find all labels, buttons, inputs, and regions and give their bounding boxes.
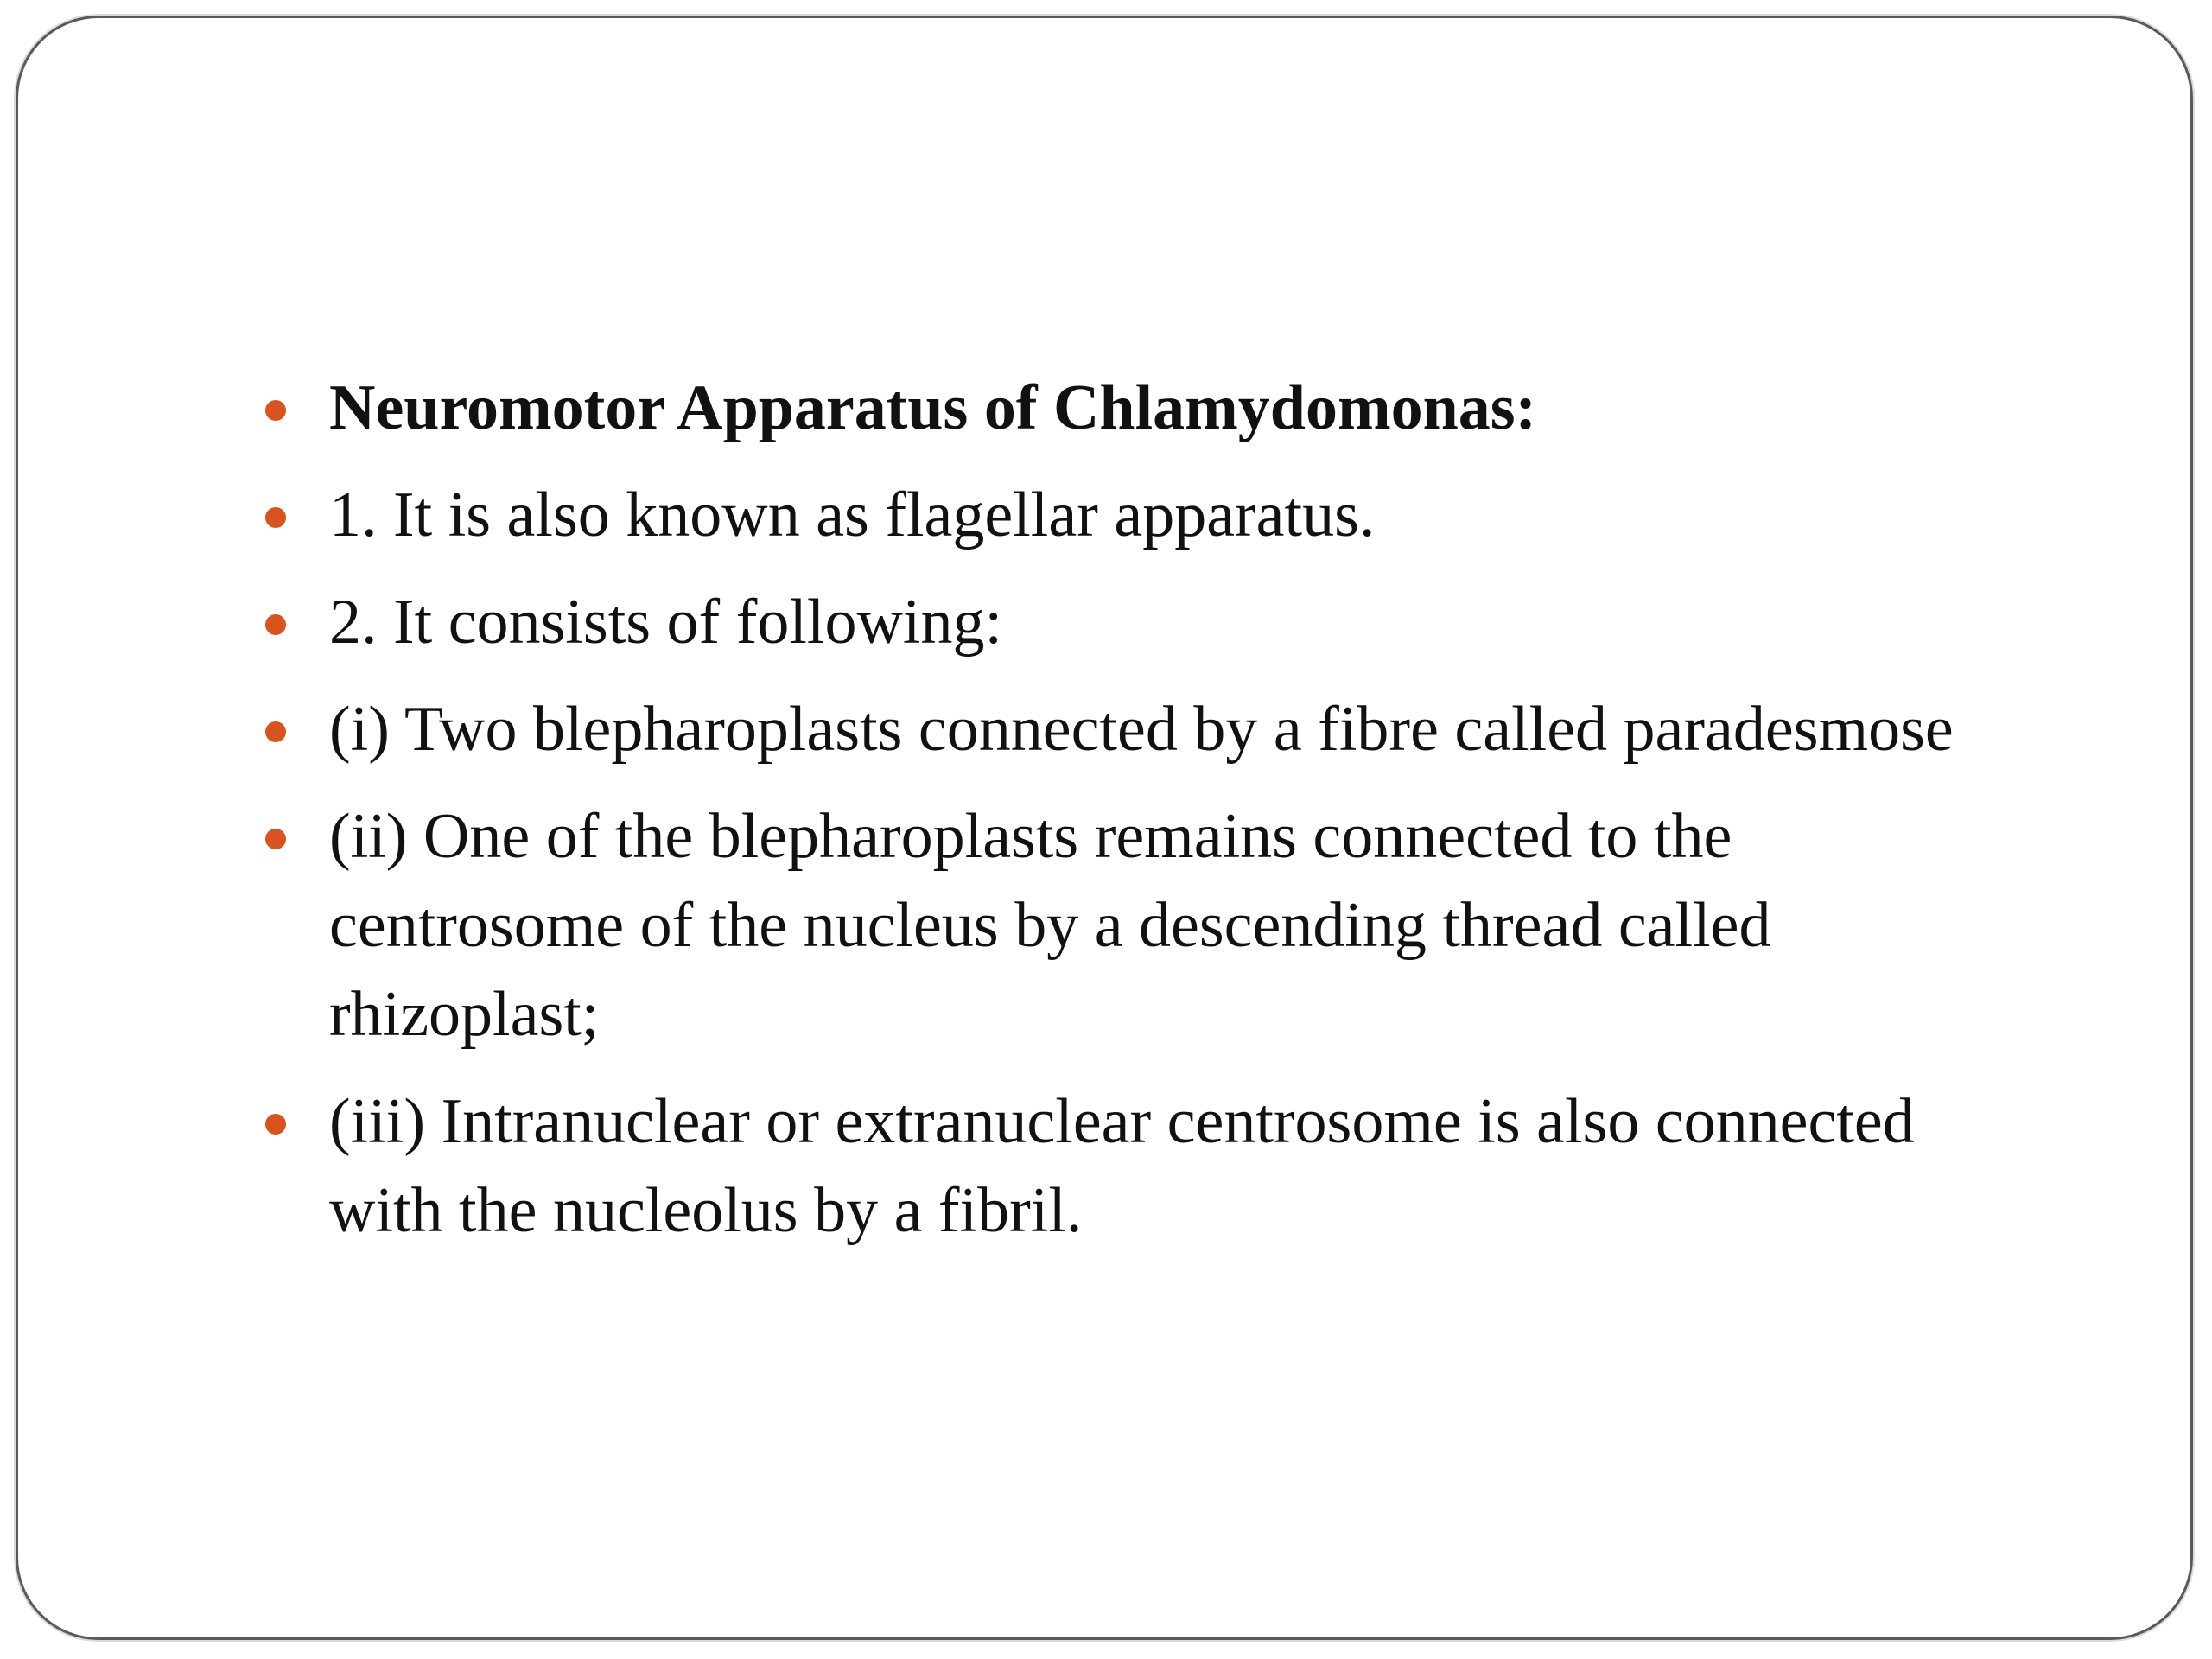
bullet-dot-icon <box>265 1114 286 1135</box>
bullet-text: (i) Two blepharoplasts connected by a fibre called paradesmose <box>329 694 1954 765</box>
bullet-item <box>260 685 2040 774</box>
bullet-item <box>260 471 2040 560</box>
bullet-list <box>260 364 2040 1274</box>
bullet-text: 1. It is also known as flagellar apparatus. <box>329 480 1376 550</box>
bullet-dot-icon <box>265 614 286 635</box>
bullet-text: 2. It consists of following: <box>329 587 1003 658</box>
bullet-text: (iii) Intranuclear or extranuclear centrosome is also connected with the nucleolus by a fibril. <box>329 1086 1915 1246</box>
bullet-item-heading <box>260 364 2040 453</box>
bullet-dot-icon <box>265 829 286 849</box>
bullet-dot-icon <box>265 721 286 742</box>
bullet-dot-icon <box>265 507 286 528</box>
slide-frame <box>16 16 2193 1640</box>
bullet-item <box>260 792 2040 1059</box>
bullet-text: (ii) One of the blepharoplasts remains connected to the centrosome of the nucleus by a descending thread called rhizoplast; <box>329 801 1771 1050</box>
slide-heading: Neuromotor Apparatus of Chlamydomonas: <box>329 372 1537 443</box>
bullet-item <box>260 578 2040 667</box>
bullet-item <box>260 1077 2040 1255</box>
bullet-dot-icon <box>265 400 286 421</box>
